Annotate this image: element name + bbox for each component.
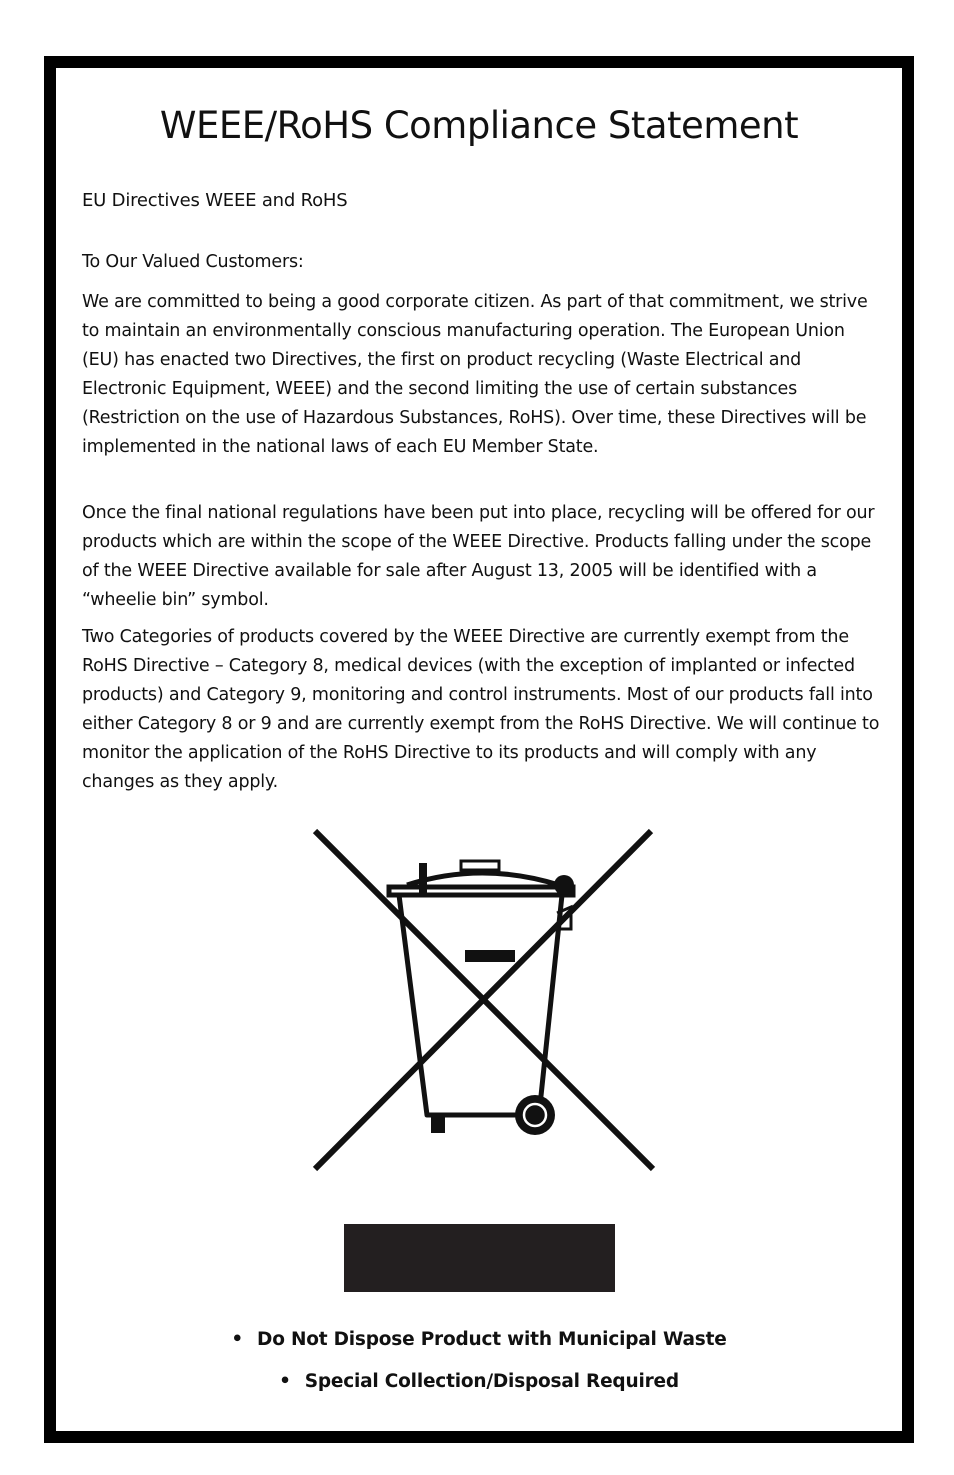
greeting: To Our Valued Customers: bbox=[82, 252, 304, 272]
solid-bar bbox=[344, 1224, 615, 1292]
page-frame bbox=[44, 56, 914, 1443]
subtitle: EU Directives WEEE and RoHS bbox=[82, 190, 348, 211]
paragraph-exemptions: Two Categories of products covered by the WEEE Directive are currently exempt from the RoHS Directive – Category 8, medical devices (with the exception of implanted or infected products) and Category 9, monitoring and control instruments. Most of our products fall into either Category 8 or 9 and are currently exempt from the RoHS Directive. We will continue to monitor the application of the RoHS Directive to its products and will comply with any changes as they apply. bbox=[82, 627, 880, 792]
bullet-text: Do Not Dispose Product with Municipal Waste bbox=[257, 1329, 727, 1350]
bullet-item bbox=[56, 1371, 902, 1392]
bullet-dot: • bbox=[231, 1329, 244, 1350]
bullet-dot: • bbox=[279, 1371, 291, 1392]
bullet-text: Special Collection/Disposal Required bbox=[304, 1371, 679, 1392]
page-title: WEEE/RoHS Compliance Statement bbox=[159, 104, 799, 147]
crossed-out-wheelie-bin-icon bbox=[307, 825, 657, 1173]
paragraph-recycling: Once the final national regulations have been put into place, recycling will be offered for our products which are within the scope of the WEEE Directive. Products falling under the scope of the WEEE Directive available for sale after August 13, 2005 will be identified with a “wheelie bin” symbol. bbox=[82, 503, 875, 610]
paragraph-commitment: We are committed to being a good corporate citizen. As part of that commitment, we strive to maintain an environmentally conscious manufacturing operation. The European Union (EU) has enacted two Directives, the first on product recycling (Waste Electrical and Electronic Equipment, WEEE) and the second limiting the use of certain substances (Restriction on the use of Hazardous Substances, RoHS). Over time, these Directives will be implemented in the national laws of each EU Member State. bbox=[82, 292, 868, 457]
bullet-item bbox=[56, 1329, 902, 1350]
